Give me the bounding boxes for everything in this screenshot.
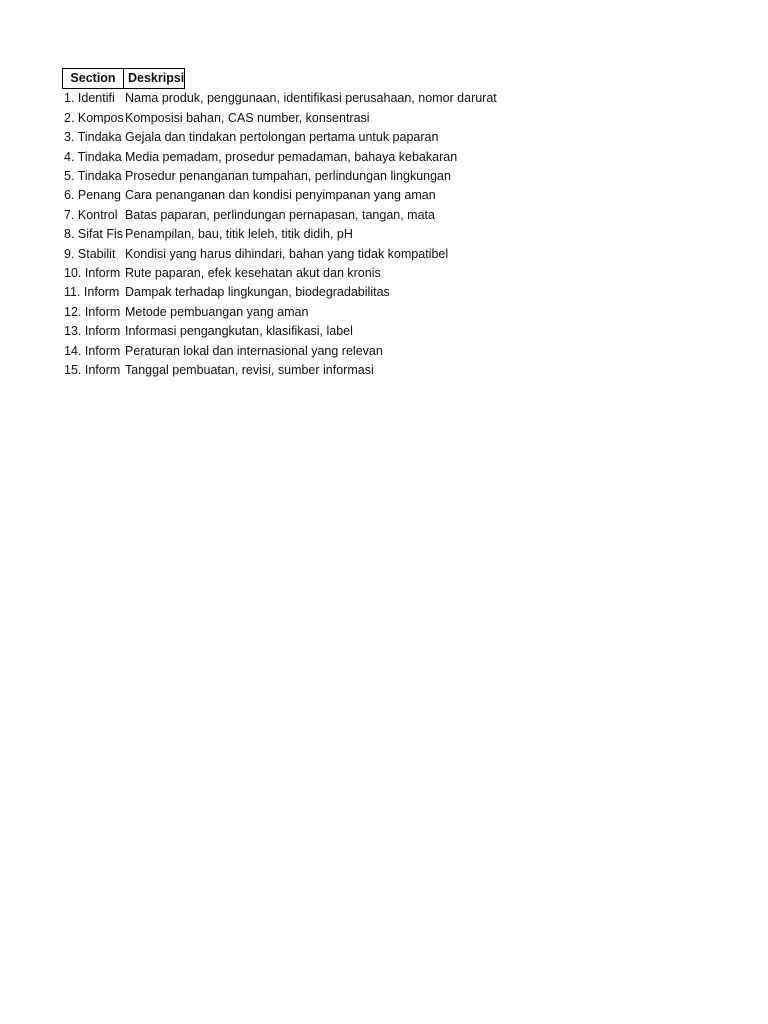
section-cell[interactable]: 9. Stabilit <box>64 247 116 261</box>
table-row <box>62 186 497 205</box>
section-cell[interactable]: 11. Inform <box>64 286 120 299</box>
description-cell[interactable]: Cara penanganan dan kondisi penyimpanan yang aman <box>125 188 436 203</box>
table-body <box>62 89 497 380</box>
section-cell[interactable]: 15. Inform <box>64 363 121 377</box>
table-header-row <box>62 68 497 89</box>
description-cell[interactable]: Peraturan lokal dan internasional yang relevan <box>125 343 383 358</box>
description-cell[interactable]: Penampilan, bau, titik leleh, titik didih, pH <box>125 227 353 242</box>
section-cell[interactable]: 12. Inform <box>64 305 121 319</box>
table-row <box>62 205 497 224</box>
table-row <box>62 283 497 302</box>
table-row <box>62 225 497 244</box>
section-cell[interactable]: 1. Identifi <box>64 92 115 105</box>
table-row <box>62 360 497 379</box>
header-description-cell[interactable]: Deskripsi <box>123 68 185 89</box>
table-row <box>62 302 497 321</box>
table-row <box>62 89 497 108</box>
description-cell[interactable]: Komposisi bahan, CAS number, konsentrasi <box>125 110 370 125</box>
section-cell[interactable]: 2. Kompos <box>64 111 124 125</box>
table-row <box>62 341 497 360</box>
table-row <box>62 244 497 263</box>
section-cell[interactable]: 6. Penang <box>64 189 121 202</box>
table-row <box>62 108 497 127</box>
description-cell[interactable]: Kondisi yang harus dihindari, bahan yang tidak kompatibel <box>125 246 449 261</box>
section-cell[interactable]: 3. Tindaka <box>64 131 122 144</box>
description-cell[interactable]: Rute paparan, efek kesehatan akut dan kronis <box>125 265 381 280</box>
section-cell[interactable]: 13. Inform <box>64 325 121 338</box>
description-cell[interactable]: Batas paparan, perlindungan pernapasan, tangan, mata <box>125 207 435 222</box>
section-cell[interactable]: 8. Sifat Fis <box>64 228 124 241</box>
section-cell[interactable]: 10. Inform <box>64 266 121 280</box>
table-row <box>62 264 497 283</box>
section-cell[interactable]: 7. Kontrol <box>64 208 118 222</box>
description-cell[interactable]: Metode pembuangan yang aman <box>125 304 309 319</box>
section-cell[interactable]: 5. Tindaka <box>64 170 122 183</box>
description-cell[interactable]: Prosedur penanganan tumpahan, perlindungan lingkungan <box>125 169 451 183</box>
table-row <box>62 167 497 186</box>
description-cell[interactable]: Tanggal pembuatan, revisi, sumber informasi <box>125 362 374 377</box>
description-cell[interactable]: Gejala dan tindakan pertolongan pertama untuk paparan <box>125 130 439 145</box>
description-cell[interactable]: Media pemadam, prosedur pemadaman, bahaya kebakaran <box>125 149 458 164</box>
section-cell[interactable]: 4. Tindaka <box>64 150 122 164</box>
table-row <box>62 128 497 147</box>
spreadsheet-table <box>62 68 497 380</box>
section-cell[interactable]: 14. Inform <box>64 344 121 358</box>
header-section-cell[interactable]: Section <box>62 68 124 89</box>
table-row <box>62 322 497 341</box>
description-cell[interactable]: Nama produk, penggunaan, identifikasi perusahaan, nomor darurat <box>125 91 497 106</box>
table-row <box>62 147 497 166</box>
description-cell[interactable]: Dampak terhadap lingkungan, biodegradabilitas <box>125 285 390 300</box>
description-cell[interactable]: Informasi pengangkutan, klasifikasi, label <box>125 324 353 339</box>
